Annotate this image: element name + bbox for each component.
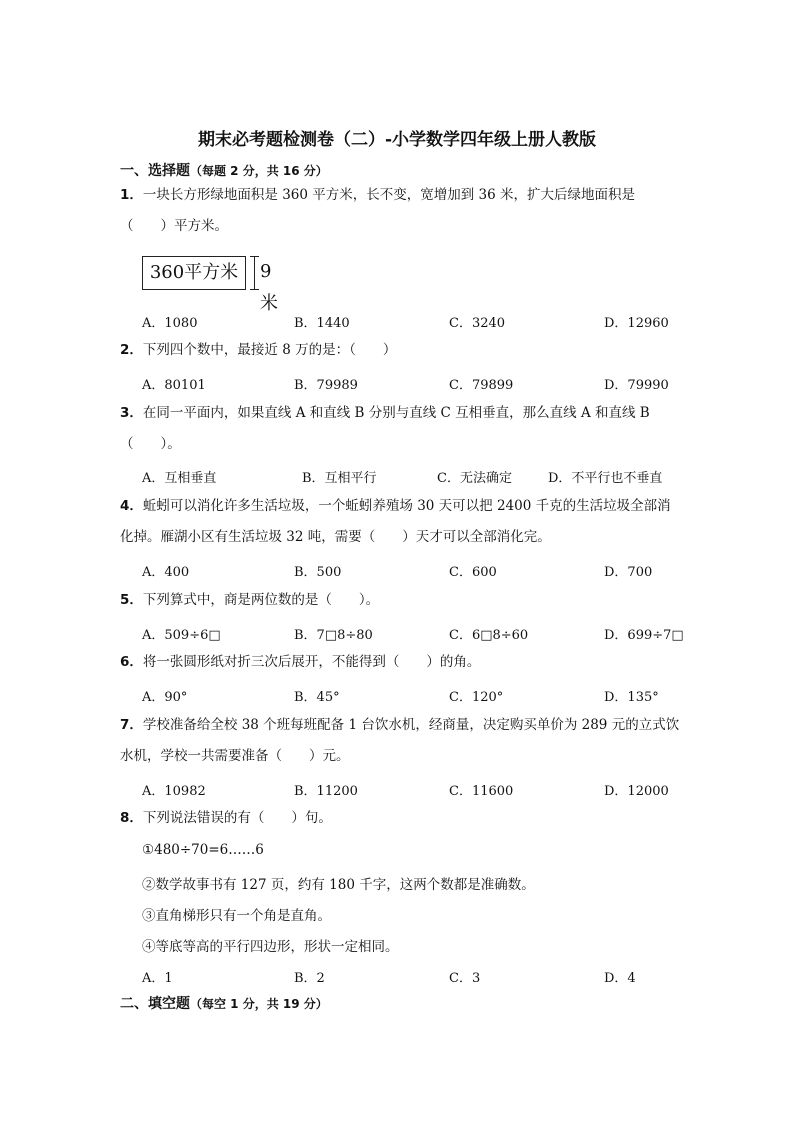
section-label: 二、填空题 (120, 996, 190, 1012)
option-c: C．600 (449, 565, 497, 580)
option-a: A．509÷6□ (142, 628, 221, 643)
statement-1: ①480÷70=6……6 (142, 842, 264, 858)
question-text: 下列说法错误的有（ ）句。 (142, 810, 332, 826)
statement-2: ②数学故事书有 127 页，约有 180 千字，这两个数都是准确数。 (142, 877, 535, 893)
option-d: D．135° (604, 690, 659, 705)
question-text: 将一张圆形纸对折三次后展开，不能得到（ ）的角。 (142, 654, 481, 670)
rectangle-figure (142, 256, 282, 314)
statement-4: ④等底等高的平行四边形，形状一定相同。 (142, 939, 399, 955)
question-number: 2． (120, 342, 143, 358)
question-number: 5． (120, 592, 143, 608)
question-4 (120, 491, 680, 553)
option-d: D．4 (604, 971, 636, 986)
option-b: B．11200 (294, 784, 358, 799)
question-number: 3． (120, 405, 143, 421)
question-number: 7． (120, 717, 143, 733)
option-d: D．12000 (604, 784, 669, 799)
option-d: D．700 (604, 565, 653, 580)
option-b: B．1440 (294, 316, 350, 331)
rectangle-width-label: 9米 (260, 261, 278, 314)
options-q7 (142, 780, 682, 800)
question-1 (120, 180, 680, 242)
question-text: 一块长方形绿地面积是 360 平方米，长不变，宽增加到 36 米，扩大后绿地面积是（ ）平方米。 (120, 187, 636, 234)
options-q3 (142, 467, 682, 487)
option-a: A．互相垂直 (142, 471, 217, 486)
options-q8 (142, 967, 682, 987)
option-c: C．120° (449, 690, 504, 705)
question-2 (120, 335, 680, 366)
options-q1 (142, 312, 682, 332)
option-d: D．12960 (604, 316, 669, 331)
option-d: D．699÷7□ (604, 628, 684, 643)
option-c: C．3 (449, 971, 481, 986)
question-number: 8． (120, 810, 143, 826)
question-7 (120, 710, 680, 772)
question-text: 下列四个数中，最接近 8 万的是：（ ） (142, 342, 397, 358)
option-d: D．不平行也不垂直 (548, 471, 663, 486)
options-q6 (142, 686, 682, 706)
option-a: A．400 (142, 565, 190, 580)
statement-3: ③直角梯形只有一个角是直角。 (142, 908, 331, 924)
section-header-choice (120, 160, 328, 180)
option-b: B．7□8÷80 (294, 628, 373, 643)
option-c: C．11600 (449, 784, 514, 799)
question-text: 学校准备给全校 38 个班每班配备 1 台饮水机，经商量，决定购买单价为 289 元的立式饮水机，学校一共需要准备（ ）元。 (120, 717, 680, 764)
question-8 (120, 803, 680, 834)
question-6 (120, 647, 680, 678)
option-c: C．无法确定 (437, 471, 512, 486)
option-a: A．10982 (142, 784, 206, 799)
rectangle-area-label: 360平方米 (142, 256, 246, 290)
options-q5 (142, 624, 682, 644)
document-title: 期末必考题检测卷（二）-小学数学四年级上册人教版 (197, 130, 597, 150)
question-number: 6． (120, 654, 143, 670)
question-3 (120, 398, 680, 460)
option-c: C．6□8÷60 (449, 628, 529, 643)
option-b: B．互相平行 (302, 471, 377, 486)
question-text: 下列算式中，商是两位数的是（ ）。 (142, 592, 380, 608)
option-b: B．500 (294, 565, 342, 580)
option-b: B．79989 (294, 378, 358, 393)
option-b: B．2 (294, 971, 325, 986)
option-a: A．90° (142, 690, 188, 705)
options-q4 (142, 561, 682, 581)
question-5 (120, 585, 680, 616)
options-q2 (142, 374, 682, 394)
option-b: B．45° (294, 690, 340, 705)
option-d: D．79990 (604, 378, 669, 393)
question-text: 蚯蚓可以消化许多生活垃圾，一个蚯蚓养殖场 30 天可以把 2400 千克的生活垃圾全部消化掉。雁湖小区有生活垃圾 32 吨，需要（ ）天才可以全部消化完。 (120, 498, 671, 545)
option-a: A．1 (142, 971, 173, 986)
option-a: A．80101 (142, 378, 206, 393)
question-text: 在同一平面内，如果直线 A 和直线 B 分别与直线 C 互相垂直，那么直线 A 和直线 B（ ）。 (120, 405, 650, 452)
width-dimension-marker (250, 256, 260, 290)
option-a: A．1080 (142, 316, 198, 331)
option-c: C．3240 (449, 316, 506, 331)
option-c: C．79899 (449, 378, 514, 393)
section-header-fill-in (120, 993, 328, 1013)
section-note: （每空 1 分，共 19 分） (190, 997, 328, 1011)
question-number: 4． (120, 498, 143, 514)
section-label: 一、选择题 (120, 163, 190, 179)
question-number: 1． (120, 187, 143, 203)
section-note: （每题 2 分，共 16 分） (190, 164, 328, 178)
